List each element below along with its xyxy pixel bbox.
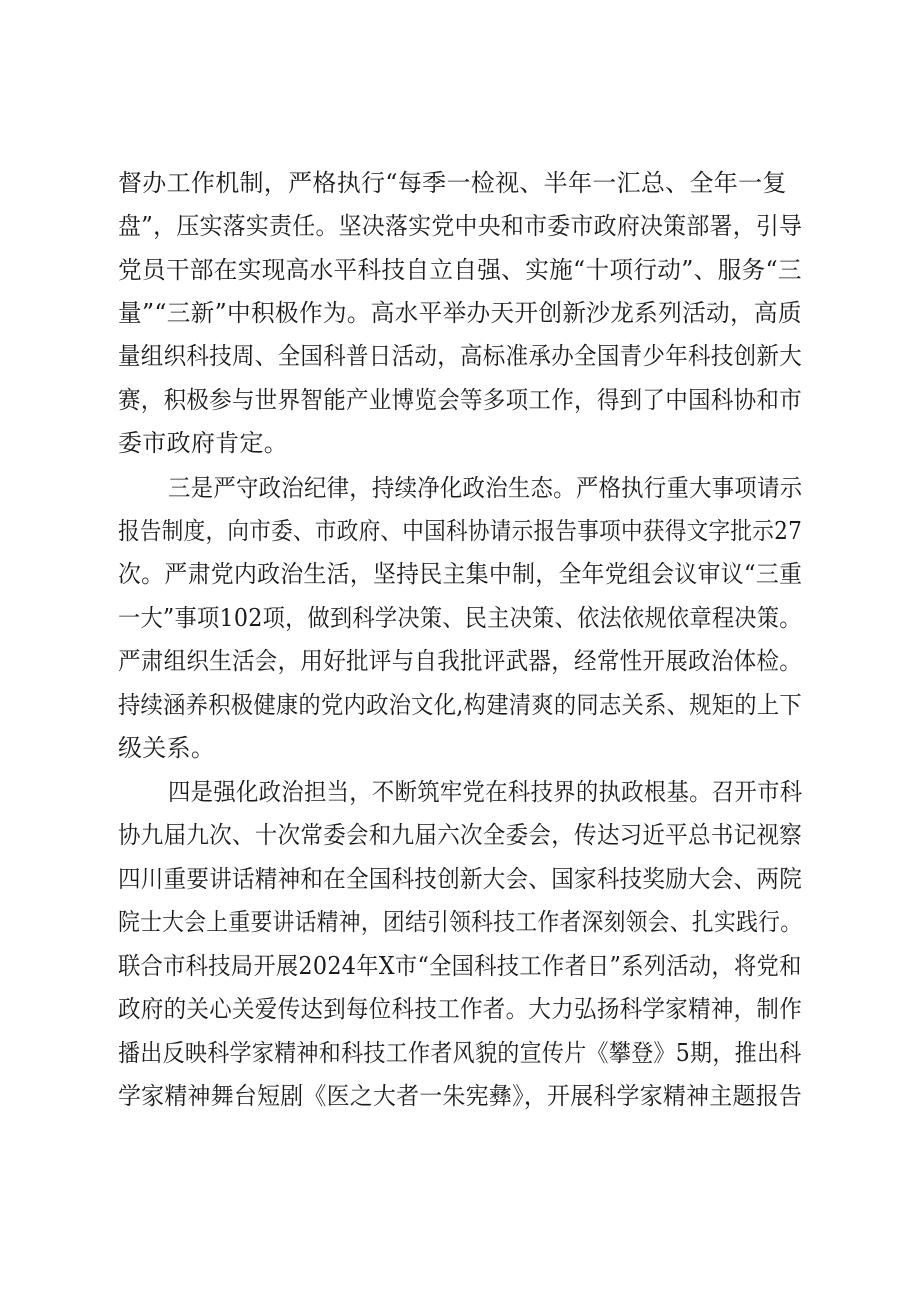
paragraph-start: 三是严守政治纪律，持续净化政治生态。严格执行重大事项请示: [168, 474, 803, 502]
line-text: 量组织科技周、全国科普日活动，高标准承办全国青少年科技创新大: [118, 342, 803, 370]
line-text: 次。严肃党内政治生活，坚持民主集中制，全年党组会议审议“三重: [118, 560, 803, 588]
text-line: [0, 209, 920, 243]
line-text: 一大”事项102项，做到科学决策、民主决策、依法依规依章程决策。: [118, 604, 802, 632]
text-line: [0, 471, 920, 505]
line-text: 院士大会上重要讲话精神，团结引领科技工作者深刻领会、扎实践行。: [118, 908, 803, 936]
text-line: [0, 253, 920, 287]
line-text: 报告制度，向市委、市政府、中国科协请示报告事项中获得文字批示27: [118, 517, 803, 545]
text-line: [0, 426, 920, 460]
line-text: 赛，积极参与世界智能产业博览会等多项工作，得到了中国科协和市: [118, 386, 803, 414]
text-line: [0, 1079, 920, 1113]
line-text: 党员干部在实现高水平科技自立自强、实施“十项行动”、服务“三: [118, 256, 802, 284]
text-line: [0, 1036, 920, 1070]
line-text: 学家精神舞台短剧《医之大者一朱宪彝》，开展科学家精神主题报告: [118, 1082, 803, 1110]
paragraph-start: 四是强化政治担当，不断筑牢党在科技界的执政根基。召开市科: [168, 778, 803, 806]
text-line: [0, 166, 920, 200]
line-text: 盘”，压实落实责任。坚决落实党中央和市委市政府决策部署，引导: [118, 212, 803, 240]
line-text: 持续涵养积极健康的党内政治文化,构建清爽的同志关系、规矩的上下: [118, 691, 802, 719]
line-text: 委市政府肯定。: [118, 429, 289, 457]
line-text: 协九届九次、十次常委会和九届六次全委会，传达习近平总书记视察: [118, 821, 803, 849]
text-line: [0, 339, 920, 373]
text-line: [0, 688, 920, 722]
line-text: 督办工作机制，严格执行“每季一检视、半年一汇总、全年一复: [118, 169, 787, 197]
line-text: 政府的关心关爱传达到每位科技工作者。大力弘扬科学家精神，制作: [118, 995, 803, 1023]
line-text: 播出反映科学家精神和科技工作者风貌的宣传片《攀登》5期，推出科: [118, 1039, 802, 1067]
text-line: [0, 862, 920, 896]
text-line: [0, 383, 920, 417]
text-line: [0, 775, 920, 809]
line-text: 联合市科技局开展2024年X市“全国科技工作者日”系列活动，将党和: [118, 952, 802, 980]
line-text: 量”“三新”中积极作为。高水平举办天开创新沙龙系列活动，高质: [118, 299, 802, 327]
text-line: [0, 296, 920, 330]
line-text: 级关系。: [118, 734, 216, 762]
text-line: [0, 949, 920, 983]
text-line: [0, 731, 920, 765]
text-line: [0, 644, 920, 678]
text-line: [0, 818, 920, 852]
line-text: 四川重要讲话精神和在全国科技创新大会、国家科技奖励大会、两院: [118, 865, 803, 893]
text-line: [0, 905, 920, 939]
text-line: [0, 992, 920, 1026]
line-text: 严肃组织生活会，用好批评与自我批评武器，经常性开展政治体检。: [118, 647, 803, 675]
text-line: [0, 601, 920, 635]
text-line: [0, 514, 920, 548]
text-line: [0, 557, 920, 591]
